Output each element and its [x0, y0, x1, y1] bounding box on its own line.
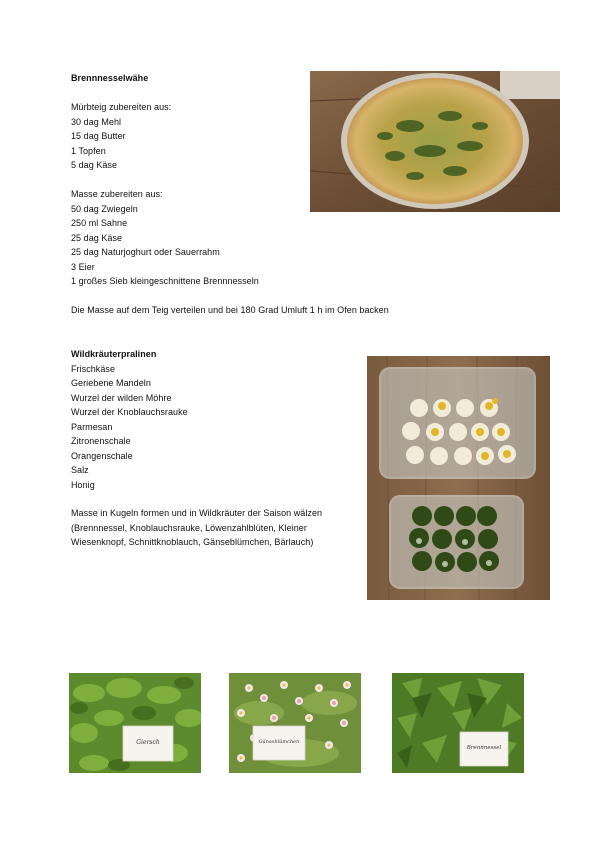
ingredient-item: Honig: [71, 479, 95, 490]
ingredient-item: Salz: [71, 465, 89, 475]
ingredient-item: Wurzel der wilden Möhre: [71, 392, 172, 403]
mass-ingredient-list: [71, 202, 259, 289]
brennnessel-sign: Brennnessel: [466, 745, 502, 751]
ingredient-item: Wurzel der Knoblauchsrauke: [71, 407, 188, 417]
ingredient-item: Orangenschale: [71, 450, 133, 461]
ingredient-item: 250 ml Sahne: [71, 218, 128, 228]
ingredient-item: 25 dag Naturjoghurt oder Sauerrahm: [71, 247, 220, 257]
ingredient-item: Parmesan: [71, 421, 113, 432]
giersch-photo: [69, 673, 201, 773]
pralinen-ingredient-list: [71, 362, 188, 493]
pralinen-photo: [367, 356, 550, 600]
recipe-title-brennnesselwaehe: Brennnesselwähe: [71, 73, 149, 83]
recipe-title-wildkraeuterpralinen: Wildkräuterpralinen: [71, 349, 157, 359]
mass-heading: Masse zubereiten aus:: [71, 189, 163, 199]
giersch-sign: Giersch: [136, 739, 160, 746]
dough-ingredient-list: [71, 115, 126, 173]
brennnessel-photo: [392, 673, 524, 773]
instruction-line: Masse in Kugeln formen und in Wildkräuter der Saison wälzen: [71, 508, 323, 518]
ingredient-item: 30 dag Mehl: [71, 116, 122, 127]
instruction-line: (Brennnessel, Knoblauchsrauke, Löwenzahlblüten, Kleiner: [71, 522, 307, 533]
instruction-line: Wiesenknopf, Schnittknoblauch, Gänseblümchen, Bärlauch): [71, 537, 314, 547]
gaensebluemchen-sign: Gänseblümchen: [258, 739, 300, 745]
ingredient-item: Frischkäse: [71, 363, 116, 374]
ingredient-item: 1 Topfen: [71, 145, 106, 156]
ingredient-item: 5 dag Käse: [71, 160, 118, 170]
ingredient-item: 50 dag Zwiegeln: [71, 203, 138, 214]
ingredient-item: Zitronenschale: [71, 436, 131, 446]
ingredient-item: Geriebene Mandeln: [71, 378, 151, 388]
dough-heading: Mürbteig zubereiten aus:: [71, 102, 172, 112]
ingredient-item: 3 Eier: [71, 261, 95, 272]
recipe1-instruction: Die Masse auf dem Teig verteilen und bei 180 Grad Umluft 1 h im Ofen backen: [71, 305, 389, 315]
ingredient-item: 15 dag Butter: [71, 131, 126, 141]
ingredient-item: 1 großes Sieb kleingeschnittene Brennnesseln: [71, 276, 259, 286]
ingredient-item: 25 dag Käse: [71, 232, 123, 243]
gaensebluemchen-photo: [229, 673, 361, 773]
recipe2-instruction: [71, 506, 322, 550]
quiche-photo: [310, 71, 560, 212]
